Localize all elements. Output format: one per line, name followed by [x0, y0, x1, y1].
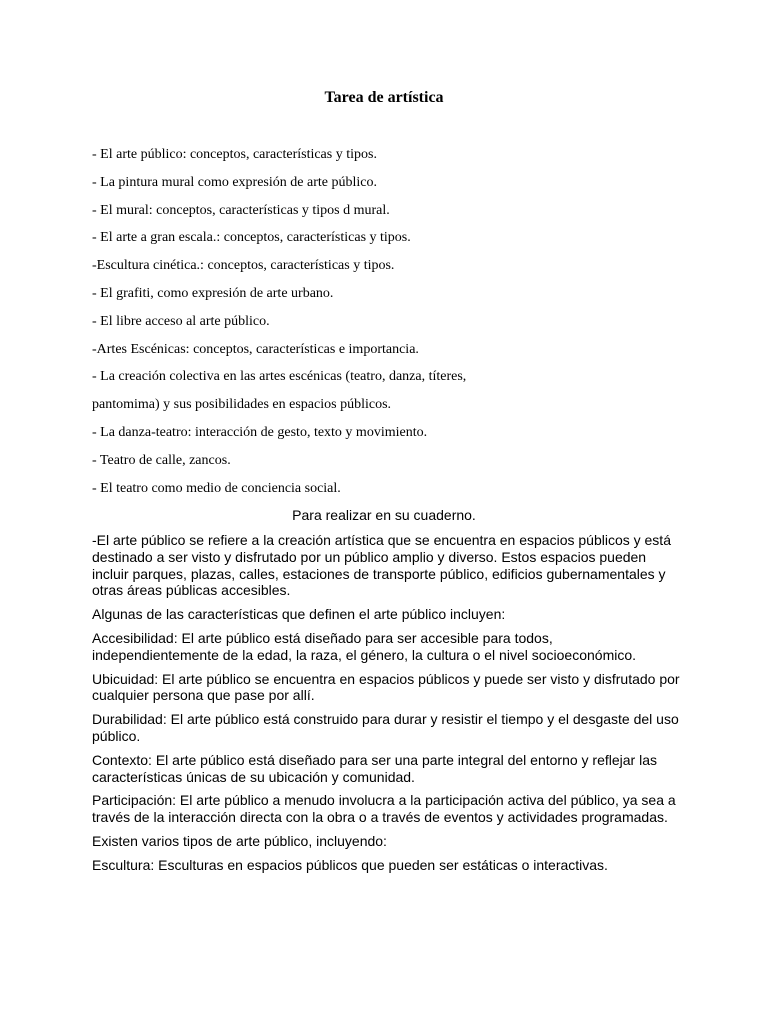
- topic-item: - El arte público: conceptos, características y tipos.: [92, 147, 377, 162]
- topic-list: [92, 146, 692, 507]
- topic-item: - El arte a gran escala.: conceptos, características y tipos.: [92, 230, 411, 246]
- topic-item: - El libre acceso al arte público.: [92, 313, 270, 329]
- paragraph-durabilidad: Durabilidad: El arte público está construido para durar y resistir el tiempo y el desgaste del uso público.: [92, 711, 679, 744]
- paragraph-ubicuidad: Ubicuidad: El arte público se encuentra en espacios públicos y puede ser visto y disfrutado por cualquier persona que pase por allí.: [92, 670, 680, 704]
- topic-item: - La danza-teatro: interacción de gesto, texto y movimiento.: [92, 424, 428, 440]
- paragraph-intro: -El arte público se refiere a la creación artística que se encuentra en espacios públicos y está destinado a ser visto y disfrutado por un público amplio y diverso. Estos espacios pueden incluir parques, plazas, calles, estaciones de transporte público, edificios gubernamentales y otras áreas públicas accesibles.: [92, 532, 671, 599]
- topic-item: -Artes Escénicas: conceptos, características e importancia.: [92, 341, 419, 357]
- topic-item: - El grafiti, como expresión de arte urbano.: [92, 285, 334, 301]
- section-subtitle: Para realizar en su cuaderno.: [292, 507, 476, 523]
- paragraph-escultura: Escultura: Esculturas en espacios públicos que pueden ser estáticas o interactivas.: [92, 856, 608, 873]
- topic-item: - El teatro como medio de conciencia social.: [92, 480, 341, 496]
- topic-item: - La pintura mural como expresión de arte público.: [92, 174, 377, 190]
- body-text: [92, 532, 682, 881]
- paragraph-accesibilidad: Accesibilidad: El arte público está diseñado para ser accesible para todos, independientemente de la edad, la raza, el género, la cultura o el nivel socioeconómico.: [92, 629, 637, 663]
- topic-item: - El mural: conceptos, características y tipos d mural.: [92, 202, 390, 218]
- paragraph-contexto: Contexto: El arte público está diseñado para ser una parte integral del entorno y reflejar las características únicas de su ubicación y comunidad.: [92, 751, 658, 785]
- topic-item: pantomima) y sus posibilidades en espacios públicos.: [92, 397, 392, 413]
- paragraph-types-heading: Existen varios tipos de arte público, incluyendo:: [92, 832, 387, 849]
- document-title: Tarea de artística: [324, 89, 444, 106]
- paragraph-participacion: Participación: El arte público a menudo involucra a la participación activa del público, ya sea a través de la interacción directa con la obra o a través de eventos y actividades programadas.: [92, 792, 676, 826]
- topic-item: - Teatro de calle, zancos.: [92, 452, 231, 468]
- topic-item: -Escultura cinética.: conceptos, características y tipos.: [92, 258, 395, 274]
- topic-item: - La creación colectiva en las artes escénicas (teatro, danza, títeres,: [92, 369, 467, 385]
- paragraph-characteristics-heading: Algunas de las características que definen el arte público incluyen:: [92, 606, 506, 623]
